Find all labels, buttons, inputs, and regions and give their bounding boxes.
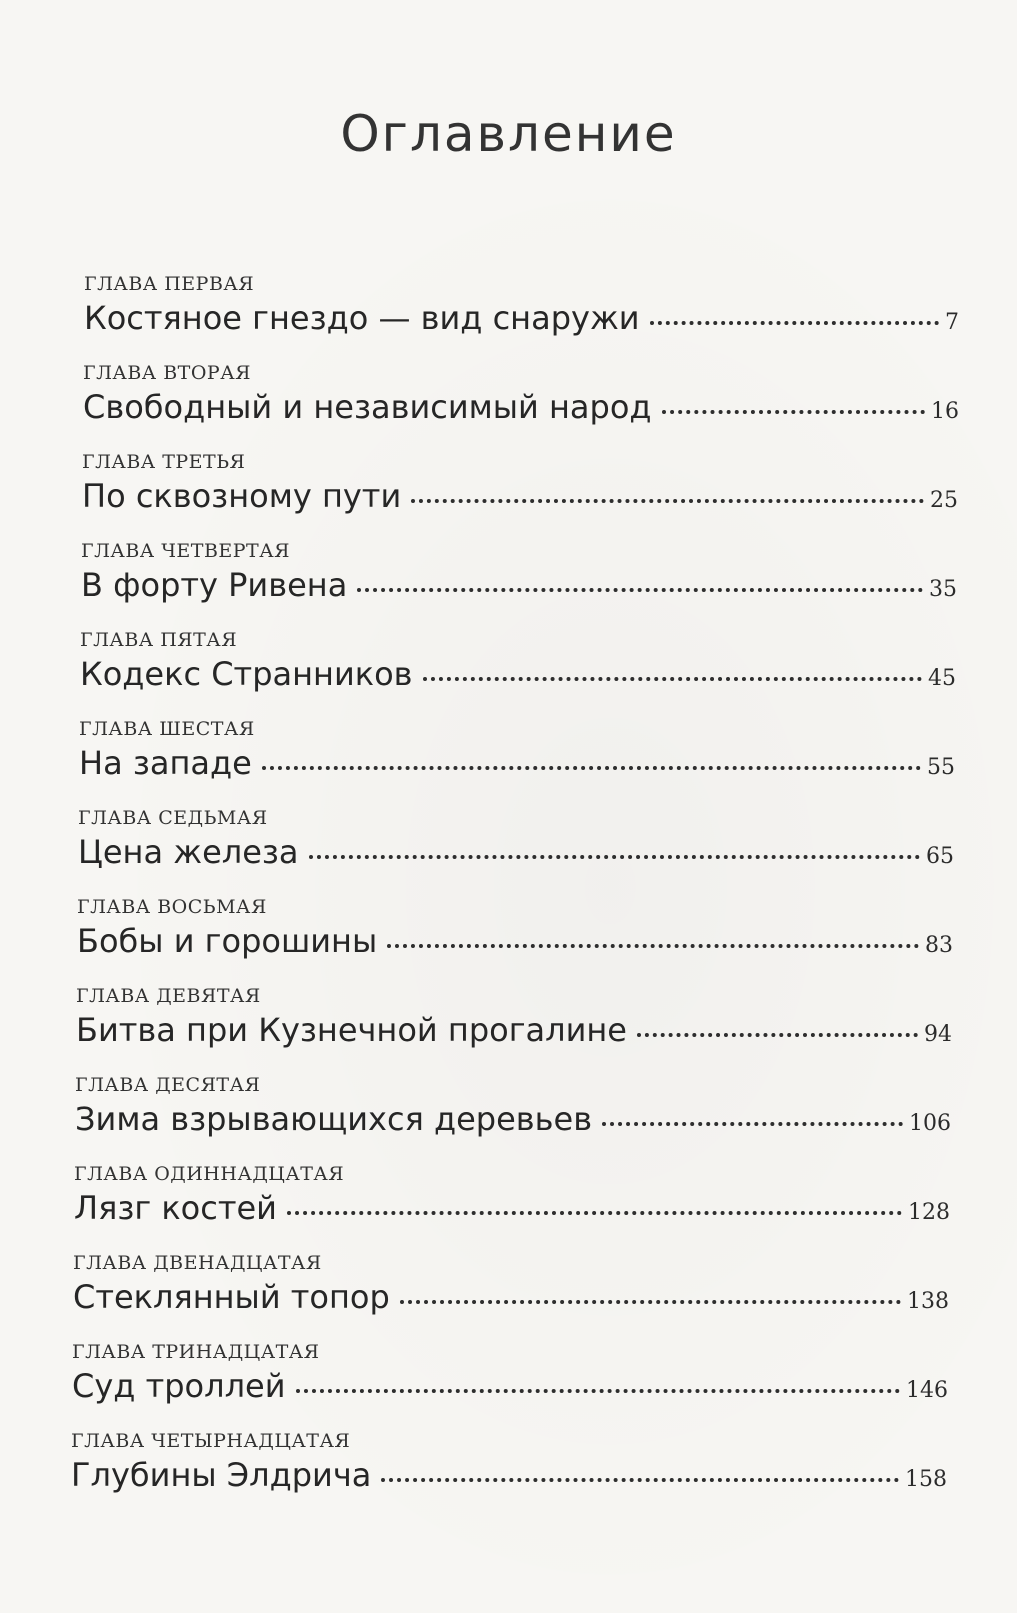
dot-leader [602, 1122, 903, 1126]
toc-entry-2 [83, 362, 959, 442]
toc-entry-4 [81, 540, 957, 620]
chapter-label: ГЛАВА ДЕСЯТАЯ [75, 1074, 261, 1096]
chapter-label: ГЛАВА ТРИНАДЦАТАЯ [72, 1341, 320, 1363]
chapter-label: ГЛАВА СЕДЬМАЯ [78, 807, 268, 829]
toc-entry-5 [80, 629, 956, 709]
dot-leader [637, 1033, 918, 1037]
page-number: 158 [905, 1467, 947, 1492]
chapter-label: ГЛАВА ЧЕТВЕРТАЯ [81, 540, 290, 562]
dot-leader [650, 321, 939, 325]
chapter-label: ГЛАВА ВТОРАЯ [83, 362, 251, 384]
page-number: 128 [908, 1200, 950, 1225]
toc-entry-10 [75, 1074, 951, 1154]
dot-leader [381, 1478, 899, 1482]
toc-entry-11 [74, 1163, 950, 1243]
page-number: 83 [925, 933, 953, 958]
dot-leader [387, 944, 919, 948]
page-number: 7 [945, 310, 959, 335]
chapter-label: ГЛАВА ВОСЬМАЯ [77, 896, 267, 918]
chapter-title: Суд троллей [72, 1367, 286, 1405]
chapter-title: На западе [79, 744, 252, 782]
chapter-title: Зима взрывающихся деревьев [75, 1100, 593, 1138]
chapter-title: Лязг костей [74, 1189, 277, 1227]
chapter-label: ГЛАВА ДЕВЯТАЯ [76, 985, 261, 1007]
chapter-title: Стеклянный топор [73, 1278, 390, 1316]
chapter-title: Глубины Элдрича [71, 1456, 372, 1494]
chapter-title: В форту Ривена [81, 566, 348, 604]
dot-leader [423, 677, 922, 681]
chapter-title: Свободный и независимый народ [83, 388, 652, 426]
dot-leader [411, 499, 924, 503]
page-number: 16 [931, 399, 959, 424]
toc-entry-8 [77, 896, 953, 976]
chapter-title: Костяное гнездо — вид снаружи [84, 299, 640, 337]
chapter-title: Цена железа [78, 833, 299, 871]
page-number: 45 [928, 666, 956, 691]
chapter-label: ГЛАВА ОДИННАДЦАТАЯ [74, 1163, 345, 1185]
dot-leader [262, 766, 921, 770]
chapter-title: Бобы и горошины [77, 922, 378, 960]
chapter-label: ГЛАВА ТРЕТЬЯ [82, 451, 246, 473]
chapter-label: ГЛАВА ПЯТАЯ [80, 629, 238, 651]
chapter-label: ГЛАВА ПЕРВАЯ [84, 273, 255, 295]
chapter-title: Кодекс Странников [80, 655, 413, 693]
dot-leader [662, 410, 925, 414]
chapter-title: Битва при Кузнечной прогалине [76, 1011, 627, 1049]
toc-entry-12 [73, 1252, 949, 1332]
toc-entry-14 [71, 1430, 947, 1510]
page-number: 94 [924, 1022, 952, 1047]
toc-entry-13 [72, 1341, 948, 1421]
toc-entry-3 [82, 451, 958, 531]
page-number: 146 [906, 1378, 948, 1403]
chapter-label: ГЛАВА ДВЕНАДЦАТАЯ [73, 1252, 322, 1274]
page-number: 65 [926, 844, 954, 869]
dot-leader [400, 1300, 901, 1304]
chapter-title: По сквозному пути [82, 477, 402, 515]
toc-entry-9 [76, 985, 952, 1065]
toc-entry-7 [78, 807, 954, 887]
chapter-label: ГЛАВА ШЕСТАЯ [79, 718, 255, 740]
page-number: 106 [909, 1111, 951, 1136]
toc-entry-1 [84, 273, 959, 353]
page-number: 35 [929, 577, 957, 602]
dot-leader [296, 1389, 901, 1393]
toc-entry-6 [79, 718, 955, 798]
dot-leader [287, 1211, 902, 1215]
page-number: 25 [930, 488, 958, 513]
page-number: 55 [927, 755, 955, 780]
page-number: 138 [907, 1289, 949, 1314]
dot-leader [357, 588, 923, 592]
page-title: Оглавление [340, 105, 677, 163]
chapter-label: ГЛАВА ЧЕТЫРНАДЦАТАЯ [71, 1430, 351, 1452]
dot-leader [309, 855, 920, 859]
